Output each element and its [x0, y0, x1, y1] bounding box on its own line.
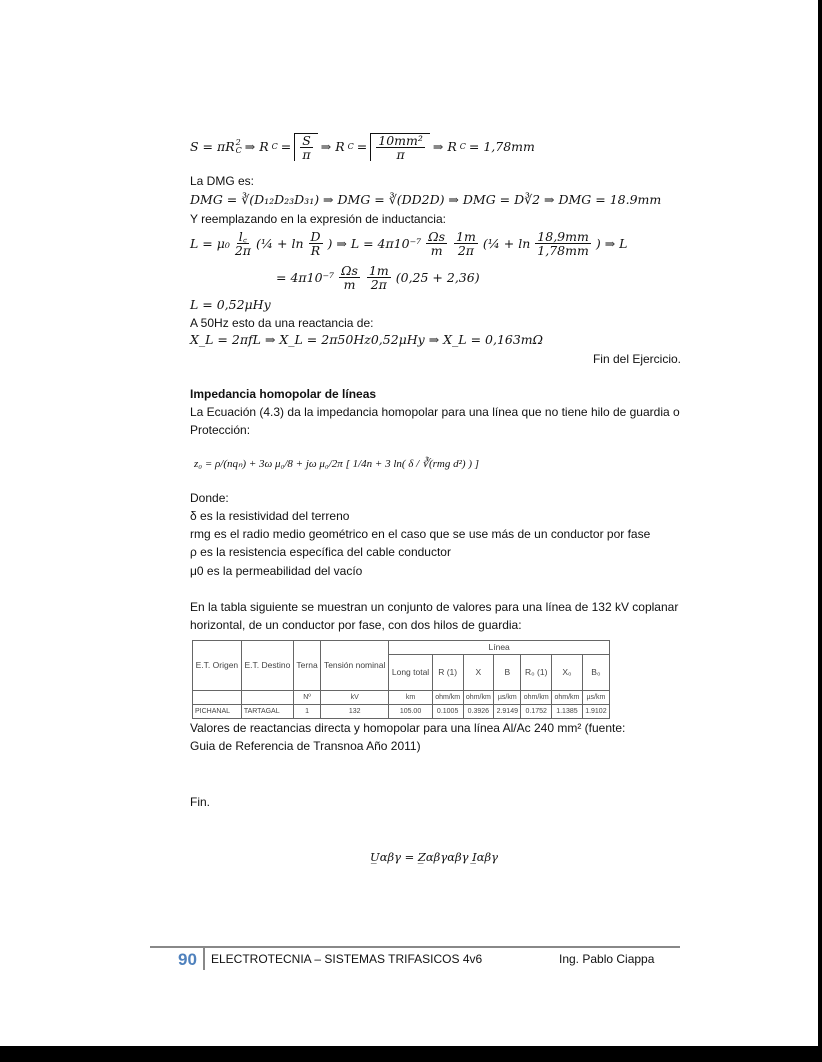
header-cell: E.T. Origen: [193, 641, 242, 691]
eq-den: m: [430, 243, 443, 258]
eq-den: m: [343, 277, 356, 292]
cell: PICHANAL: [193, 705, 242, 719]
empty-cell: [193, 691, 242, 705]
footer-rule: [150, 946, 680, 948]
unit-cell: µs/km: [582, 691, 609, 705]
cell: 1.1385: [552, 705, 583, 719]
eq-sup: 2: [235, 138, 241, 147]
end-text: Fin.: [190, 795, 211, 809]
definition-item: rmg es el radio medio geométrico en el caso que se use más de un conductor por fase: [190, 527, 651, 541]
eq-text: (0,25 + 2,36): [395, 269, 480, 285]
dmg-intro: La DMG es:: [190, 174, 255, 188]
eq-den: R: [310, 243, 321, 258]
footer-author: Ing. Pablo Ciappa: [559, 952, 655, 966]
eq-text: ) ⇒ L: [595, 235, 628, 251]
eq-num: Ωs: [341, 263, 358, 278]
eq-num: Ωs: [428, 229, 446, 244]
subheader-cell: R (1): [432, 655, 463, 691]
eq-sub: C: [235, 146, 242, 155]
page-number: 90: [178, 950, 197, 969]
end-of-exercise: Fin del Ejercicio.: [592, 352, 681, 366]
eq-text: (¼ + ln: [482, 235, 531, 251]
table-row: [193, 705, 610, 719]
eq-den: 2π: [234, 243, 252, 258]
unit-cell: ohm/km: [521, 691, 552, 705]
table-caption: Valores de reactancias directa y homopolar para una línea Al/Ac 240 mm² (fuente:: [190, 721, 626, 735]
cell: 0.1752: [521, 705, 552, 719]
unit-cell: kV: [321, 691, 389, 705]
cell: 1: [294, 705, 321, 719]
subheader-cell: B₀: [582, 655, 609, 691]
subheader-cell: Long total: [389, 655, 433, 691]
eq-num: D: [310, 229, 321, 244]
sup-sub-stack: [236, 139, 242, 155]
eq-sub: C: [459, 142, 466, 151]
footer-title: ELECTROTECNIA – SISTEMAS TRIFASICOS 4v6: [211, 952, 483, 966]
eq-text: L = μ₀: [190, 235, 230, 251]
unit-cell: ohm/km: [432, 691, 463, 705]
line-parameters-table: [192, 640, 610, 719]
definition-item: δ es la resistividad del terreno: [190, 509, 350, 523]
unit-cell: µs/km: [494, 691, 521, 705]
equation-homopolar-impedance: z₀ = ρ/(nqₙ) + 3ω μ₀/8 + jω μ₀/2π [ 1/4n + 3 ln( δ / ∛(rmg d²) ) ]: [194, 458, 480, 470]
cell: 132: [321, 705, 389, 719]
cell: 105.00: [389, 705, 433, 719]
eq-num: 1m: [456, 229, 476, 244]
header-cell: Terna: [294, 641, 321, 691]
equation-inductance-cont: [276, 264, 480, 291]
subheader-cell: B: [494, 655, 521, 691]
header-cell: Tensión nominal: [321, 641, 389, 691]
cell: 1.9102: [582, 705, 609, 719]
definition-item: ρ es la resistencia específica del cable conductor: [190, 545, 451, 559]
cell: TARTAGAL: [241, 705, 293, 719]
replace-text: Y reemplazando en la expresión de inductancia:: [190, 212, 446, 226]
cell: 2.9149: [494, 705, 521, 719]
eq-den: 2π: [457, 243, 474, 258]
eq-den: π: [302, 147, 311, 162]
eq-num: 18,9mm: [537, 229, 589, 244]
empty-cell: [241, 691, 293, 705]
section-heading: Impedancia homopolar de líneas: [190, 387, 377, 401]
eq-num: 10mm²: [378, 133, 423, 148]
definition-item: μ0 es la permeabilidad del vacío: [190, 564, 363, 578]
subheader-cell: R₀ (1): [521, 655, 552, 691]
unit-cell: ohm/km: [463, 691, 494, 705]
where-label: Donde:: [190, 491, 229, 505]
unit-cell: km: [389, 691, 433, 705]
eq-text: S = πR: [190, 139, 235, 154]
eq-text: = 1,78mm: [468, 139, 535, 154]
eq-num: 1m: [368, 263, 389, 278]
subheader-cell: X₀: [552, 655, 583, 691]
header-cell: Línea: [389, 641, 610, 655]
eq-sub: C: [347, 142, 354, 151]
eq-den: π: [396, 147, 405, 162]
at50-text: A 50Hz esto da una reactancia de:: [190, 316, 374, 330]
equation-reactance: X_L = 2πfL ⇒ X_L = 2π50Hz0,52μHy ⇒ X_L = 0,163mΩ: [190, 332, 544, 347]
equation-area-radius: [190, 133, 535, 161]
eq-text: ⇒ R: [432, 139, 457, 154]
subheader-cell: X: [463, 655, 494, 691]
equation-dmg: DMG = ∛(D₁₂D₂₃D₃₁) ⇒ DMG = ∛(DD2D) ⇒ DMG = D∛2 ⇒ DMG = 18.9mm: [190, 192, 662, 207]
paragraph-line: La Ecuación (4.3) da la impedancia homopolar para una línea que no tiene hilo de guardia o: [190, 405, 680, 419]
footer-divider: [203, 948, 205, 970]
equation-L-result: L = 0,52μHy: [190, 297, 271, 312]
table-caption: Guia de Referencia de Transnoa Año 2011): [190, 739, 421, 753]
paragraph-line: Protección:: [190, 423, 251, 437]
unit-cell: Nº: [294, 691, 321, 705]
paragraph-line: En la tabla siguiente se muestran un conjunto de valores para una línea de 132 kV coplanar: [190, 600, 679, 614]
eq-text: =: [356, 139, 368, 154]
eq-sub: C: [271, 142, 278, 151]
header-cell: E.T. Destino: [241, 641, 293, 691]
eq-num: l꜀: [238, 229, 248, 244]
cell: 0.3926: [463, 705, 494, 719]
paragraph-line: horizontal, de un conductor por fase, con dos hilos de guardia:: [190, 618, 522, 632]
eq-text: ⇒ R: [320, 139, 345, 154]
eq-text: (¼ + ln: [256, 235, 304, 251]
cell: 0.1005: [432, 705, 463, 719]
eq-num: S: [302, 133, 311, 148]
eq-text: = 4π10⁻⁷: [276, 269, 335, 285]
eq-text: ⇒ R: [244, 139, 269, 154]
eq-den: 1,78mm: [537, 243, 589, 258]
eq-den: 2π: [370, 277, 387, 292]
eq-text: ) ⇒ L = 4π10⁻⁷: [327, 235, 422, 251]
unit-cell: ohm/km: [552, 691, 583, 705]
equation-inductance: [190, 230, 627, 257]
equation-voltage: U̲αβγ = Z̲αβγαβγ I̲αβγ: [370, 850, 498, 864]
eq-text: =: [280, 139, 292, 154]
